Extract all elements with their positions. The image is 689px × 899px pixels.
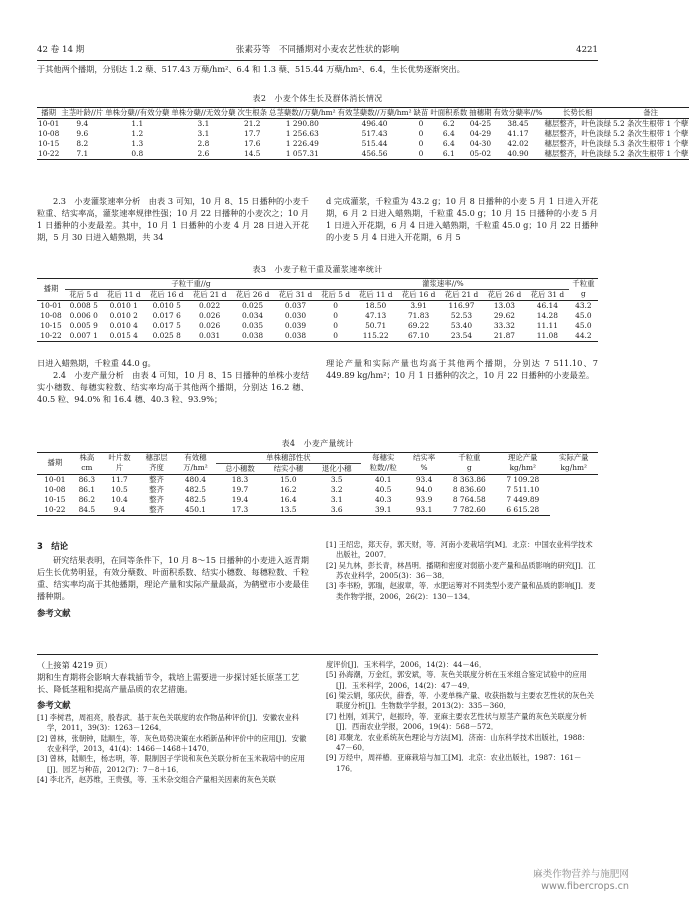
t2-header-4: 次生根条 — [237, 107, 268, 117]
t4-cell: 39.1 — [361, 505, 406, 515]
t4-cell: 93.9 — [415, 494, 433, 504]
t4-cell: 40.5 — [374, 484, 392, 494]
t2-cell: 3.1 — [197, 128, 210, 138]
section-2-3 — [37, 196, 598, 244]
t2-cell: 9.6 — [76, 128, 89, 138]
t2-cell: 1.2 — [131, 128, 144, 138]
t3-header-9: 花后 16 d — [397, 289, 440, 300]
t2-cell: 04-25 — [469, 118, 492, 128]
table-2-block — [37, 93, 689, 160]
t4-cell: 10.5 — [111, 484, 128, 494]
t4-h-grains: 每穗实 粒数//粒 — [361, 452, 406, 474]
t2-row — [37, 139, 689, 149]
t4-row — [37, 505, 598, 515]
t2-cell: 0.8 — [104, 149, 170, 159]
t2-cell: 17.7 — [244, 128, 261, 138]
t4-cell: 7 449.89 — [506, 494, 540, 504]
t4-h-theory: 理论产量 kg/hm² — [496, 452, 549, 474]
t3-cell: 21.87 — [483, 331, 526, 341]
t3-cell: 0.010 1 — [109, 300, 138, 310]
t3-cell: 0.038 — [274, 331, 317, 341]
t2-cell: 10-08 — [38, 128, 60, 138]
t4-cell: 15.0 — [280, 474, 297, 484]
t3-cell: 67.10 — [397, 331, 440, 341]
t3-cell: 10-08 — [40, 310, 62, 320]
t3-cell: 0.022 — [199, 300, 221, 310]
t2-cell: 穗层整齐，叶色淡绿 — [544, 118, 611, 128]
t2-cell: 8.2 — [76, 138, 89, 148]
t3-header-3: 花后 16 d — [145, 289, 188, 300]
t2-cell: 5.2 条次生根带 1 个孽 — [612, 148, 689, 158]
t4-h-spikes: 有效穗 万/hm² — [175, 452, 216, 474]
t2-cell: 17.6 — [244, 138, 261, 148]
t4-cell: 9.4 — [101, 505, 138, 515]
t3-cell: 0.026 — [199, 310, 221, 320]
t2-header-1: 主茎叶龄//片 — [61, 107, 104, 117]
t4-cell: 8 836.60 — [452, 484, 486, 494]
t2-header-6: 有效茎蘖数//万蘖/hm² — [337, 107, 412, 117]
t2-cell: 0 — [418, 138, 424, 148]
t2-cell: 05-02 — [469, 148, 492, 158]
t4-h-fertile-spikelets: 结实小穗 — [264, 463, 312, 474]
t3-cell: 69.22 — [407, 320, 430, 330]
t3-header-1: 花后 5 d — [65, 289, 102, 300]
t3-cell: 46.14 — [536, 300, 558, 310]
t2-cell: 6.4 — [442, 128, 455, 138]
t2-cell: 5.2 条次生根带 1 个孽 — [612, 118, 689, 128]
reference-item: [2] 曾林，张朝钟，陆顺生，等．灰色局势决策在水稻新品种评价中的应用[J]．安徽农业科学，2013，41(4)：1466－1468＋1470． — [37, 733, 307, 753]
reference-item: 度评价[J]．玉米科学，2006，14(2)：44－46． — [326, 660, 487, 669]
t2-cell: 04-29 — [469, 128, 492, 138]
t3-cell: 0.010 5 — [152, 300, 181, 310]
t2-header-12: 备注 — [612, 107, 689, 118]
reference-item: [1] 王绍忠，郑天存，郭天财，等．河南小麦栽培学[M]．北京：中国农业科学技术出版社，2007． — [326, 540, 593, 560]
t3-cell: 11.08 — [526, 331, 569, 341]
t3-cell: 52.53 — [450, 310, 473, 320]
t2-header-11: 长势长相 — [543, 107, 612, 118]
t4-cell: 10-08 — [44, 484, 66, 494]
intro-text: 于其他两个播期，分别达 1.2 蘖、517.43 万蘖/hm²、6.4 和 1.3 蘖、515.44 万蘖/hm²、6.4，生长优势逐渐突出。 — [37, 64, 465, 74]
t3-cell: 53.40 — [450, 320, 473, 330]
reference-item: [4] 李北齐，赵苏维，王贵强，等．玉米杂交组合产量相关因素的灰色关联 — [37, 775, 276, 785]
t4-cell: 450.1 — [175, 505, 216, 515]
t3-cell: 10-22 — [37, 331, 65, 341]
t3-header-4: 花后 21 d — [188, 289, 231, 300]
t4-cell: 8 764.58 — [452, 494, 486, 504]
t2-cell: 517.43 — [361, 128, 388, 138]
t4-cell: 整齐 — [149, 494, 164, 504]
t4-cell: 整齐 — [149, 474, 164, 484]
t3-header-6: 花后 31 d — [274, 289, 317, 300]
t4-row — [37, 474, 598, 484]
t4-h-total-spikelets: 总小穗数 — [216, 463, 264, 474]
table-3-block — [37, 264, 598, 342]
t3-cell: 0.017 6 — [152, 310, 181, 320]
running-header — [37, 44, 598, 58]
section-2-4-left-a: 日进入蜡熟期，千粒重 44.0 g。 — [37, 358, 156, 368]
watermark-line-2: www.fibercrops.cn — [541, 881, 629, 893]
t3-cell: 0.010 2 — [109, 310, 138, 320]
t3-cell: 0.005 9 — [69, 320, 98, 330]
t2-cell: 5.2 条次生根带 1 个孽 — [612, 128, 689, 138]
t3-group-kgw: 千粒重 — [569, 278, 598, 289]
t2-cell: 1 290.80 — [285, 118, 319, 128]
t3-header-2: 花后 11 d — [102, 289, 145, 300]
t3-row — [37, 331, 598, 341]
t3-header-11: 花后 26 d — [483, 289, 526, 300]
section-2-4-left-b: 2.4 小麦产量分析 由表 4 可知，10 月 8、15 日播种的单株小麦结实小穗数、每穗实粒数、结实率均高于其他两个播期，分别达 16.2 穗、40.5 粒、94.0% 和 16.4 穗、40.3 粒、93.9%； — [37, 369, 309, 404]
t2-cell: 496.40 — [361, 118, 388, 128]
t2-cell: 456.56 — [337, 149, 413, 159]
t4-cell: 3.5 — [330, 474, 343, 484]
t4-row — [37, 485, 598, 495]
t3-cell: 0.008 5 — [69, 300, 98, 310]
t2-cell: 10-22 — [38, 148, 60, 158]
t2-cell: 42.02 — [507, 138, 529, 148]
t4-cell: 11.7 — [111, 474, 128, 484]
t2-cell: 1 256.63 — [285, 128, 319, 138]
section-2-4 — [37, 358, 598, 406]
t4-cell: 19.4 — [231, 494, 249, 504]
table-3-caption: 表3 小麦子粒干重及灌浆速率统计 — [252, 265, 383, 274]
t3-cell: 33.32 — [493, 320, 515, 330]
t4-cell: 94.0 — [415, 484, 433, 494]
t4-cell: 6 615.28 — [496, 505, 549, 515]
t3-cell: 45.0 — [575, 310, 592, 320]
section-2-4-right: 理论产量和实际产量也均高于其他两个播期，分别达 7 511.10、7 449.89 kg/hm²；10 月 1 日播种的次之，10 月 22 日播种的小麦最差。 — [326, 358, 598, 380]
refs2-title: 参考文献 — [37, 699, 71, 710]
t4-cell: 480.4 — [184, 474, 207, 484]
t4-h-date: 播期 — [37, 452, 73, 474]
reference-item: [2] 吴九林，彭长青，林昌明．播期和密度对弱筋小麦产量和品质影响的研究[J]．江苏农业科学，2005(3)：36－38． — [326, 560, 596, 581]
t2-header-0: 播期 — [37, 107, 60, 118]
t4-h-uniform: 穗部层 齐度 — [138, 452, 175, 474]
t2-cell: 1.1 — [131, 118, 144, 128]
t3-cell: 0.025 — [241, 300, 264, 310]
divider-rule — [37, 654, 598, 655]
t4-cell: 13.5 — [264, 505, 312, 515]
t2-cell: 穗层整齐，叶色淡绿 — [544, 148, 611, 158]
table-4 — [37, 452, 598, 516]
t3-cell: 0.030 — [284, 310, 307, 320]
volume-issue: 42 卷 14 期 — [37, 45, 85, 55]
reference-item: [6] 梁云娟，邬庆伏，薛香，等．小麦单株产量、收获指数与主要农艺性状的灰色关联度分析[J]．生物数学学报，2013(2)：335－360． — [326, 691, 595, 711]
t2-cell: 0 — [418, 128, 424, 138]
t2-cell: 41.17 — [507, 128, 529, 138]
t4-cell: 86.3 — [78, 474, 96, 484]
t4-row — [37, 495, 598, 505]
reference-item: [3] 李书粉，郭瑞，赵淑章，等．水肥运筹对不同类型小麦产量和品质的影响[J]．麦类作物学报，2006，26(2)：130－134． — [326, 581, 596, 601]
t2-cell: 6.1 — [429, 149, 468, 159]
t3-cell: 0.007 1 — [65, 331, 102, 341]
header-rule — [37, 60, 598, 61]
t4-cell: 93.1 — [406, 505, 443, 515]
t3-header-13: g — [569, 289, 598, 300]
t3-cell: 29.62 — [493, 310, 515, 320]
intro-line — [37, 64, 598, 76]
t4-cell: 17.3 — [216, 505, 264, 515]
t3-header-10: 花后 21 d — [440, 289, 483, 300]
section-3-title: 3 结论 — [37, 541, 68, 551]
running-title: 张素芬等 不同播期对小麦农艺性状的影响 — [235, 45, 400, 55]
t3-cell: 0.034 — [241, 310, 264, 320]
t3-cell: 0.025 8 — [145, 331, 188, 341]
t3-cell: 11.11 — [536, 320, 558, 330]
t3-header-5: 花后 26 d — [231, 289, 274, 300]
t2-cell: 穗层整齐，叶色淡绿 — [544, 138, 611, 148]
t3-cell: 50.71 — [365, 320, 387, 330]
t4-h-actual: 实际产量 kg/hm² — [550, 452, 598, 474]
t2-cell: 穗层整齐，叶色淡绿 — [544, 128, 611, 138]
reference-item: [1] 李树君，周祖亮，殷春武．基于灰色关联度的农作物品种评价[J]．安徽农业科学，2011，39(3)：1263－1264． — [37, 712, 300, 733]
t3-group-dry-weight: 子粒干重//g — [65, 278, 317, 289]
t3-cell: 0.017 5 — [152, 320, 181, 330]
t2-header-8: 叶面积系数 — [430, 107, 468, 117]
continuation-block — [37, 660, 598, 785]
table-2-caption: 表2 小麦个体生长及群体消长情况 — [252, 94, 383, 103]
t2-cell: 10-15 — [38, 138, 60, 148]
t2-cell: 1 226.49 — [285, 138, 319, 148]
t2-cell: 0 — [413, 149, 430, 159]
t3-cell: 3.91 — [410, 300, 427, 310]
t4-cell: 482.5 — [184, 494, 207, 504]
t4-cell: 10.4 — [111, 494, 128, 504]
t3-group-date: 播期 — [37, 278, 65, 300]
table-4-block — [37, 438, 598, 516]
section-3-text: 研究结果表明，在同等条件下，10 月 8～15 日播种的小麦进入返青期后生长优势明显，有效分蘖数、叶面积系数、结实小穗数、每穗粒数、千粒重、结实率均高于其他播期，理论产量和实际产量最高，为鹤壁市小麦最佳播种期。 — [37, 555, 309, 601]
t3-cell: 0.039 — [284, 320, 307, 330]
t2-header-7: 缺苗 — [413, 107, 429, 117]
t4-h-degenerate-spikelets: 退化小穗 — [313, 463, 361, 474]
t3-cell: 0.015 4 — [102, 331, 145, 341]
t4-cell: 86.2 — [78, 494, 96, 504]
reference-item: [8] 邓聚龙．农业系统灰色理论与方法[M]．济南：山东科学技术出版社，1988：47－60． — [326, 732, 590, 752]
t4-cell: 93.4 — [415, 474, 433, 484]
t3-cell: 0.006 0 — [69, 310, 98, 320]
t3-cell: 44.2 — [569, 331, 598, 341]
t3-cell: 10-15 — [40, 320, 62, 330]
t3-header-12: 花后 31 d — [526, 289, 569, 300]
t4-h-leaves: 叶片数 片 — [101, 452, 138, 474]
t4-h-setting: 结实率 % — [406, 452, 443, 474]
t2-cell: 10-01 — [38, 118, 60, 128]
t2-cell: 14.5 — [236, 149, 268, 159]
t2-cell: 6.2 — [442, 118, 455, 128]
reference-item: [7] 杜刚，刘其宁，赵振玲，等．亚麻主要农艺性状与原茎产量的灰色关联度分析[J]．西南农业学报，2006，19(4)：568－572． — [326, 711, 587, 732]
section-2-3-right: d 完成灌浆，千粒重为 43.2 g；10 月 8 日播种的小麦 5 月 1 日进入开花期，6 月 2 日进入蜡熟期，千粒重 45.0 g；10 月 15 日播种的小麦 5 月 1 日进入开花期，6 月 4 日进入蜡熟期，千粒重 45.0 g；10 月 22 日播种的小麦 5 月 4 日进入开花期，6 月 5 — [326, 196, 598, 242]
t4-cell: 16.4 — [280, 494, 297, 504]
t4-cell: 整齐 — [138, 505, 175, 515]
t2-cell: 38.45 — [507, 118, 529, 128]
t3-cell: 116.97 — [448, 300, 475, 310]
t3-cell: 23.54 — [440, 331, 483, 341]
t3-cell: 43.2 — [575, 300, 592, 310]
t2-cell: 5.3 条次生根带 1 个孽 — [612, 138, 689, 148]
t2-header-5: 总茎蘖数//万蘖/hm² — [269, 107, 336, 117]
t2-cell: 2.8 — [197, 138, 210, 148]
t4-cell: 3.6 — [313, 505, 361, 515]
t3-row — [37, 311, 598, 321]
t4-cell: 8 363.86 — [452, 474, 486, 484]
t2-cell: 6.4 — [442, 138, 455, 148]
watermark-line-1: 麻类作物营养与施肥网 — [533, 869, 629, 881]
t3-cell: 0.010 4 — [109, 320, 138, 330]
t4-cell: 86.1 — [78, 484, 96, 494]
t2-cell: 7.1 — [60, 149, 104, 159]
t3-cell: 0 — [333, 310, 338, 320]
t2-header-3: 单株分蘖//无效分蘖 — [171, 107, 236, 117]
t2-cell: 9.4 — [76, 118, 89, 128]
t2-row — [37, 149, 689, 159]
t4-h-kgw: 千粒重 g — [443, 452, 496, 474]
t2-cell: 21.2 — [244, 118, 261, 128]
t3-cell: 0.031 — [188, 331, 231, 341]
t2-cell: 2.6 — [170, 149, 236, 159]
table-3 — [37, 278, 598, 342]
t2-header-10: 有效分蘖率//% — [493, 107, 543, 117]
table-2 — [37, 107, 689, 160]
t4-cell: 18.3 — [231, 474, 249, 484]
table-4-caption: 表4 小麦产量统计 — [281, 439, 354, 448]
reference-item: [5] 孙海潮，万金红，郭安斌，等．灰色关联度分析在玉米组合鉴定试验中的应用[J]．玉米科学，2006，14(2)：47－49． — [326, 670, 587, 690]
t4-cell: 整齐 — [149, 484, 164, 494]
t3-cell: 0.035 — [241, 320, 264, 330]
t3-cell: 115.22 — [354, 331, 397, 341]
t4-group-spike-traits: 单株穗部性状 — [216, 452, 361, 463]
t4-cell: 10-15 — [44, 494, 66, 504]
t2-row — [37, 129, 689, 139]
t3-row — [37, 321, 598, 331]
t2-header-9: 抽穗期 — [469, 107, 492, 117]
t2-cell: 1.3 — [131, 138, 144, 148]
t3-group-fill-rate: 灌浆速率//% — [317, 278, 569, 289]
t3-cell: 10-01 — [40, 300, 62, 310]
references-list — [326, 540, 598, 602]
t4-h-height: 株高 cm — [73, 452, 101, 474]
t4-cell: 19.7 — [231, 484, 249, 494]
t3-cell: 71.83 — [407, 310, 430, 320]
t3-cell: 0 — [333, 320, 338, 330]
t4-cell: 7 511.10 — [506, 484, 540, 494]
t3-cell: 0 — [333, 300, 338, 310]
t3-cell: 14.28 — [536, 310, 558, 320]
refs-title: 参考文献 — [37, 607, 71, 618]
t3-cell: 45.0 — [575, 320, 592, 330]
t2-cell: 40.90 — [492, 149, 543, 159]
site-watermark — [533, 869, 629, 893]
t3-cell: 18.50 — [365, 300, 387, 310]
t2-row — [37, 118, 689, 128]
t3-header-7: 花后 5 d — [317, 289, 354, 300]
t4-cell: 7 782.60 — [443, 505, 496, 515]
section-2-3-left: 2.3 小麦灌浆速率分析 由表 3 可知，10 月 8、15 日播种的小麦千粒重、结实率高，灌浆速率规律性强；10 月 22 日播种的小麦次之；10 月 1 日播种的小麦最差。其中，10 月 1 日播种的小麦 4 月 28 日进入开花期，5 月 30 日进入蜡熟期，共 34 — [37, 196, 309, 242]
page-number: 4221 — [576, 45, 598, 55]
t4-cell: 3.2 — [330, 484, 343, 494]
continuation-text: 期和生育期将会影响大春栽插节令，栽培上需要进一步探讨延长原茎工艺长、降低茎粗和提高产量品质的农艺措施。 — [37, 671, 300, 694]
t4-cell: 16.2 — [280, 484, 297, 494]
t2-cell: 1 057.31 — [268, 149, 337, 159]
section-3-and-refs — [37, 540, 598, 619]
t3-row — [37, 300, 598, 310]
t2-cell: 0 — [418, 118, 424, 128]
t3-header-8: 花后 11 d — [354, 289, 397, 300]
t2-cell: 04-30 — [469, 138, 492, 148]
t4-cell: 40.3 — [374, 494, 392, 504]
t3-cell: 0 — [317, 331, 354, 341]
t2-cell: 3.1 — [197, 118, 210, 128]
t2-header-2: 单株分蘖//有效分蘖 — [105, 107, 170, 117]
reference-item: [3] 曾林，陆顺生，杨志明，等．限制因子学说和灰色关联分析在玉米栽培中的应用[J]．园艺与种苗，2012(7)：7－8＋16． — [37, 754, 306, 774]
t3-cell: 0.038 — [231, 331, 274, 341]
t3-cell: 13.03 — [493, 300, 515, 310]
t2-cell: 515.44 — [361, 138, 388, 148]
t3-cell: 47.13 — [365, 310, 387, 320]
t4-cell: 84.5 — [73, 505, 101, 515]
t4-cell: 10-22 — [37, 505, 73, 515]
t4-cell: 3.1 — [330, 494, 343, 504]
t3-cell: 0.037 — [284, 300, 307, 310]
continuation-label: （上接第 4219 页） — [37, 660, 113, 670]
references-2-left — [37, 713, 309, 786]
t4-cell: 482.5 — [184, 484, 207, 494]
t4-cell: 40.1 — [374, 474, 392, 484]
t3-cell: 0.026 — [199, 320, 221, 330]
t4-cell: 10-01 — [44, 474, 66, 484]
references-2-right — [326, 660, 598, 774]
reference-item: [9] 万经中，周祥椿．亚麻栽培与加工[M]．北京：农业出版社，1987：161－176． — [326, 753, 582, 773]
t4-cell: 7 109.28 — [506, 474, 540, 484]
